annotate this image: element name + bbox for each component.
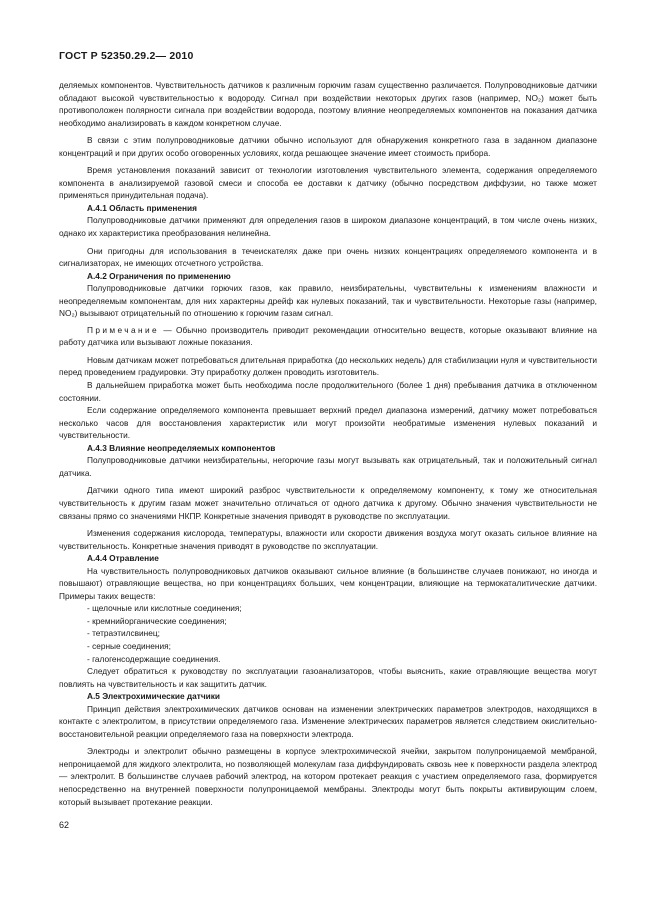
document-header: ГОСТ Р 52350.29.2— 2010 bbox=[59, 50, 194, 62]
section-heading: А.4.4 Отравление bbox=[87, 553, 159, 564]
paragraph: Полупроводниковые датчики применяют для определения газов в широком диапазоне концентраций, в том числе очень низких, однако их характеристика преобразования нелинейна. bbox=[59, 215, 597, 239]
section-heading: А.4.2 Ограничения по применению bbox=[87, 270, 231, 281]
paragraph: Следует обратиться к руководству по эксплуатации газоанализаторов, чтобы выяснить, какие отравляющие вещества могут повлиять на чувствительность и как защитить датчик. bbox=[59, 666, 597, 689]
paragraph: Принцип действия электрохимических датчиков основан на изменении электрических параметров электродов, находящихся в контакте с электролитом, в присутствии определяемого газа. Изменение электрических параметров является следствием окислительно-восстановительной реакции определяемого газа на поверхности электрода. bbox=[59, 703, 597, 739]
list-item: - галогенсодержащие соединения. bbox=[87, 653, 221, 664]
paragraph: деляемых компонентов. Чувствительность датчиков к различным горючим газам существенно различается. Полупроводниковые датчики обладают высокой чувствительностью к водороду. Сигнал при воздействии некоторых других газов (например, NO₂) может быть противоположен полярности сигнала при воздействии водорода, поэтому влияние неопределяемых компонентов на показания датчика необходимо анализировать в каждом конкретном случае. bbox=[59, 80, 597, 128]
section-heading: А.5 Электрохимические датчики bbox=[87, 691, 221, 702]
paragraph: Датчики одного типа имеют широкий разброс чувствительности к определяемому компоненту, к тому же относительная чувствительность к другим газам может значительно отличаться от одного датчика к другому. Обычно значения чувствительности не связаны прямо со значениями НКПР. Конкретные значения приводят в руководстве по эксплуатации. bbox=[59, 485, 597, 521]
list-item: - серные соединения; bbox=[87, 640, 171, 651]
paragraph: Они пригодны для использования в течеискателях даже при очень низких концентрациях определяемого компонента и в сигнализаторах, не имеющих отсчетного устройства. bbox=[59, 245, 597, 269]
paragraph: Новым датчикам может потребоваться длительная приработка (до нескольких недель) для стабилизации нуля и чувствительности перед проведением градуировки. Эту приработку должен проводить изготовитель. bbox=[59, 354, 597, 378]
paragraph: На чувствительность полупроводниковых датчиков оказывают сильное влияние (в большинстве случаев понижают, но иногда и повышают) отравляющие вещества, но при концентрациях больших, чем концентрации, влияющие на термокаталитические датчики. Примеры таких веществ: bbox=[59, 565, 597, 601]
document-body bbox=[59, 79, 597, 808]
list-item: - щелочные или кислотные соединения; bbox=[87, 603, 242, 614]
paragraph: Полупроводниковые датчики горючих газов, как правило, неизбирательны, чувствительны к изменениям влажности и неопределяемым компонентам, для них характерны дрейф как нулевых показаний, так и чувствительности. Некоторые газы (например, NO₂) вызывают отрицательный по отношению к горючим газам сигнал. bbox=[59, 283, 597, 319]
section-heading: А.4.1 Область применения bbox=[87, 202, 197, 213]
list-item: - кремнийорганические соединения; bbox=[87, 615, 227, 626]
paragraph: Если содержание определяемого компонента превышает верхний предел диапазона измерений, датчику может потребоваться несколько часов для восстановления характеристик или могут произойти необратимые изменения нулевых показаний и чувствительности. bbox=[59, 405, 597, 441]
paragraph: Полупроводниковые датчики неизбирательны, негорючие газы могут вызывать как отрицательный, так и положительный сигнал датчика. bbox=[59, 455, 597, 478]
paragraph: Время установления показаний зависит от технологии изготовления чувствительного элемента, содержания определяемого компонента в анализируемой газовой смеси и способа ее доставки к датчику (обычно посредством диффузии, но также может применяться принудительная подача). bbox=[59, 165, 597, 201]
section-heading: А.4.3 Влияние неопределяемых компонентов bbox=[87, 442, 276, 453]
page-number: 62 bbox=[59, 820, 70, 830]
note-label: Примечание bbox=[87, 324, 160, 335]
note bbox=[59, 324, 597, 349]
note-text: — Обычно производитель приводит рекомендации относительно веществ, которые оказывают влияние на работу датчика или вызывают ложные показания. bbox=[59, 324, 597, 348]
list-item: - тетраэтилсвинец; bbox=[87, 628, 160, 639]
paragraph: В связи с этим полупроводниковые датчики обычно используют для обнаружения конкретного газа в заданном диапазоне концентраций и при других особо оговоренных условиях, когда решающее значение имеет стоимость прибора. bbox=[59, 135, 597, 158]
paragraph: Электроды и электролит обычно размещены в корпусе электрохимической ячейки, закрытом полупроницаемой мембраной, непроницаемой для жидкого электролита, но позволяющей молекулам газа диффундировать сквозь нее к поверхности раздела электрод — электролит. В большинстве случаев рабочий электрод, на котором протекает реакция с участием определяемого газа, формируется непосредственно на внутренней поверхности полупроницаемой мембраны. Электроды могут быть покрыты активирующим слоем, который вызывает протекание реакции. bbox=[59, 746, 597, 807]
paragraph: В дальнейшем приработка может быть необходима после продолжительного (более 1 дня) пребывания датчика в отключенном состоянии. bbox=[59, 380, 597, 403]
paragraph: Изменения содержания кислорода, температуры, влажности или скорости движения воздуха могут оказать сильное влияние на чувствительность. Конкретные значения приводят в руководстве по эксплуатации. bbox=[59, 528, 597, 551]
